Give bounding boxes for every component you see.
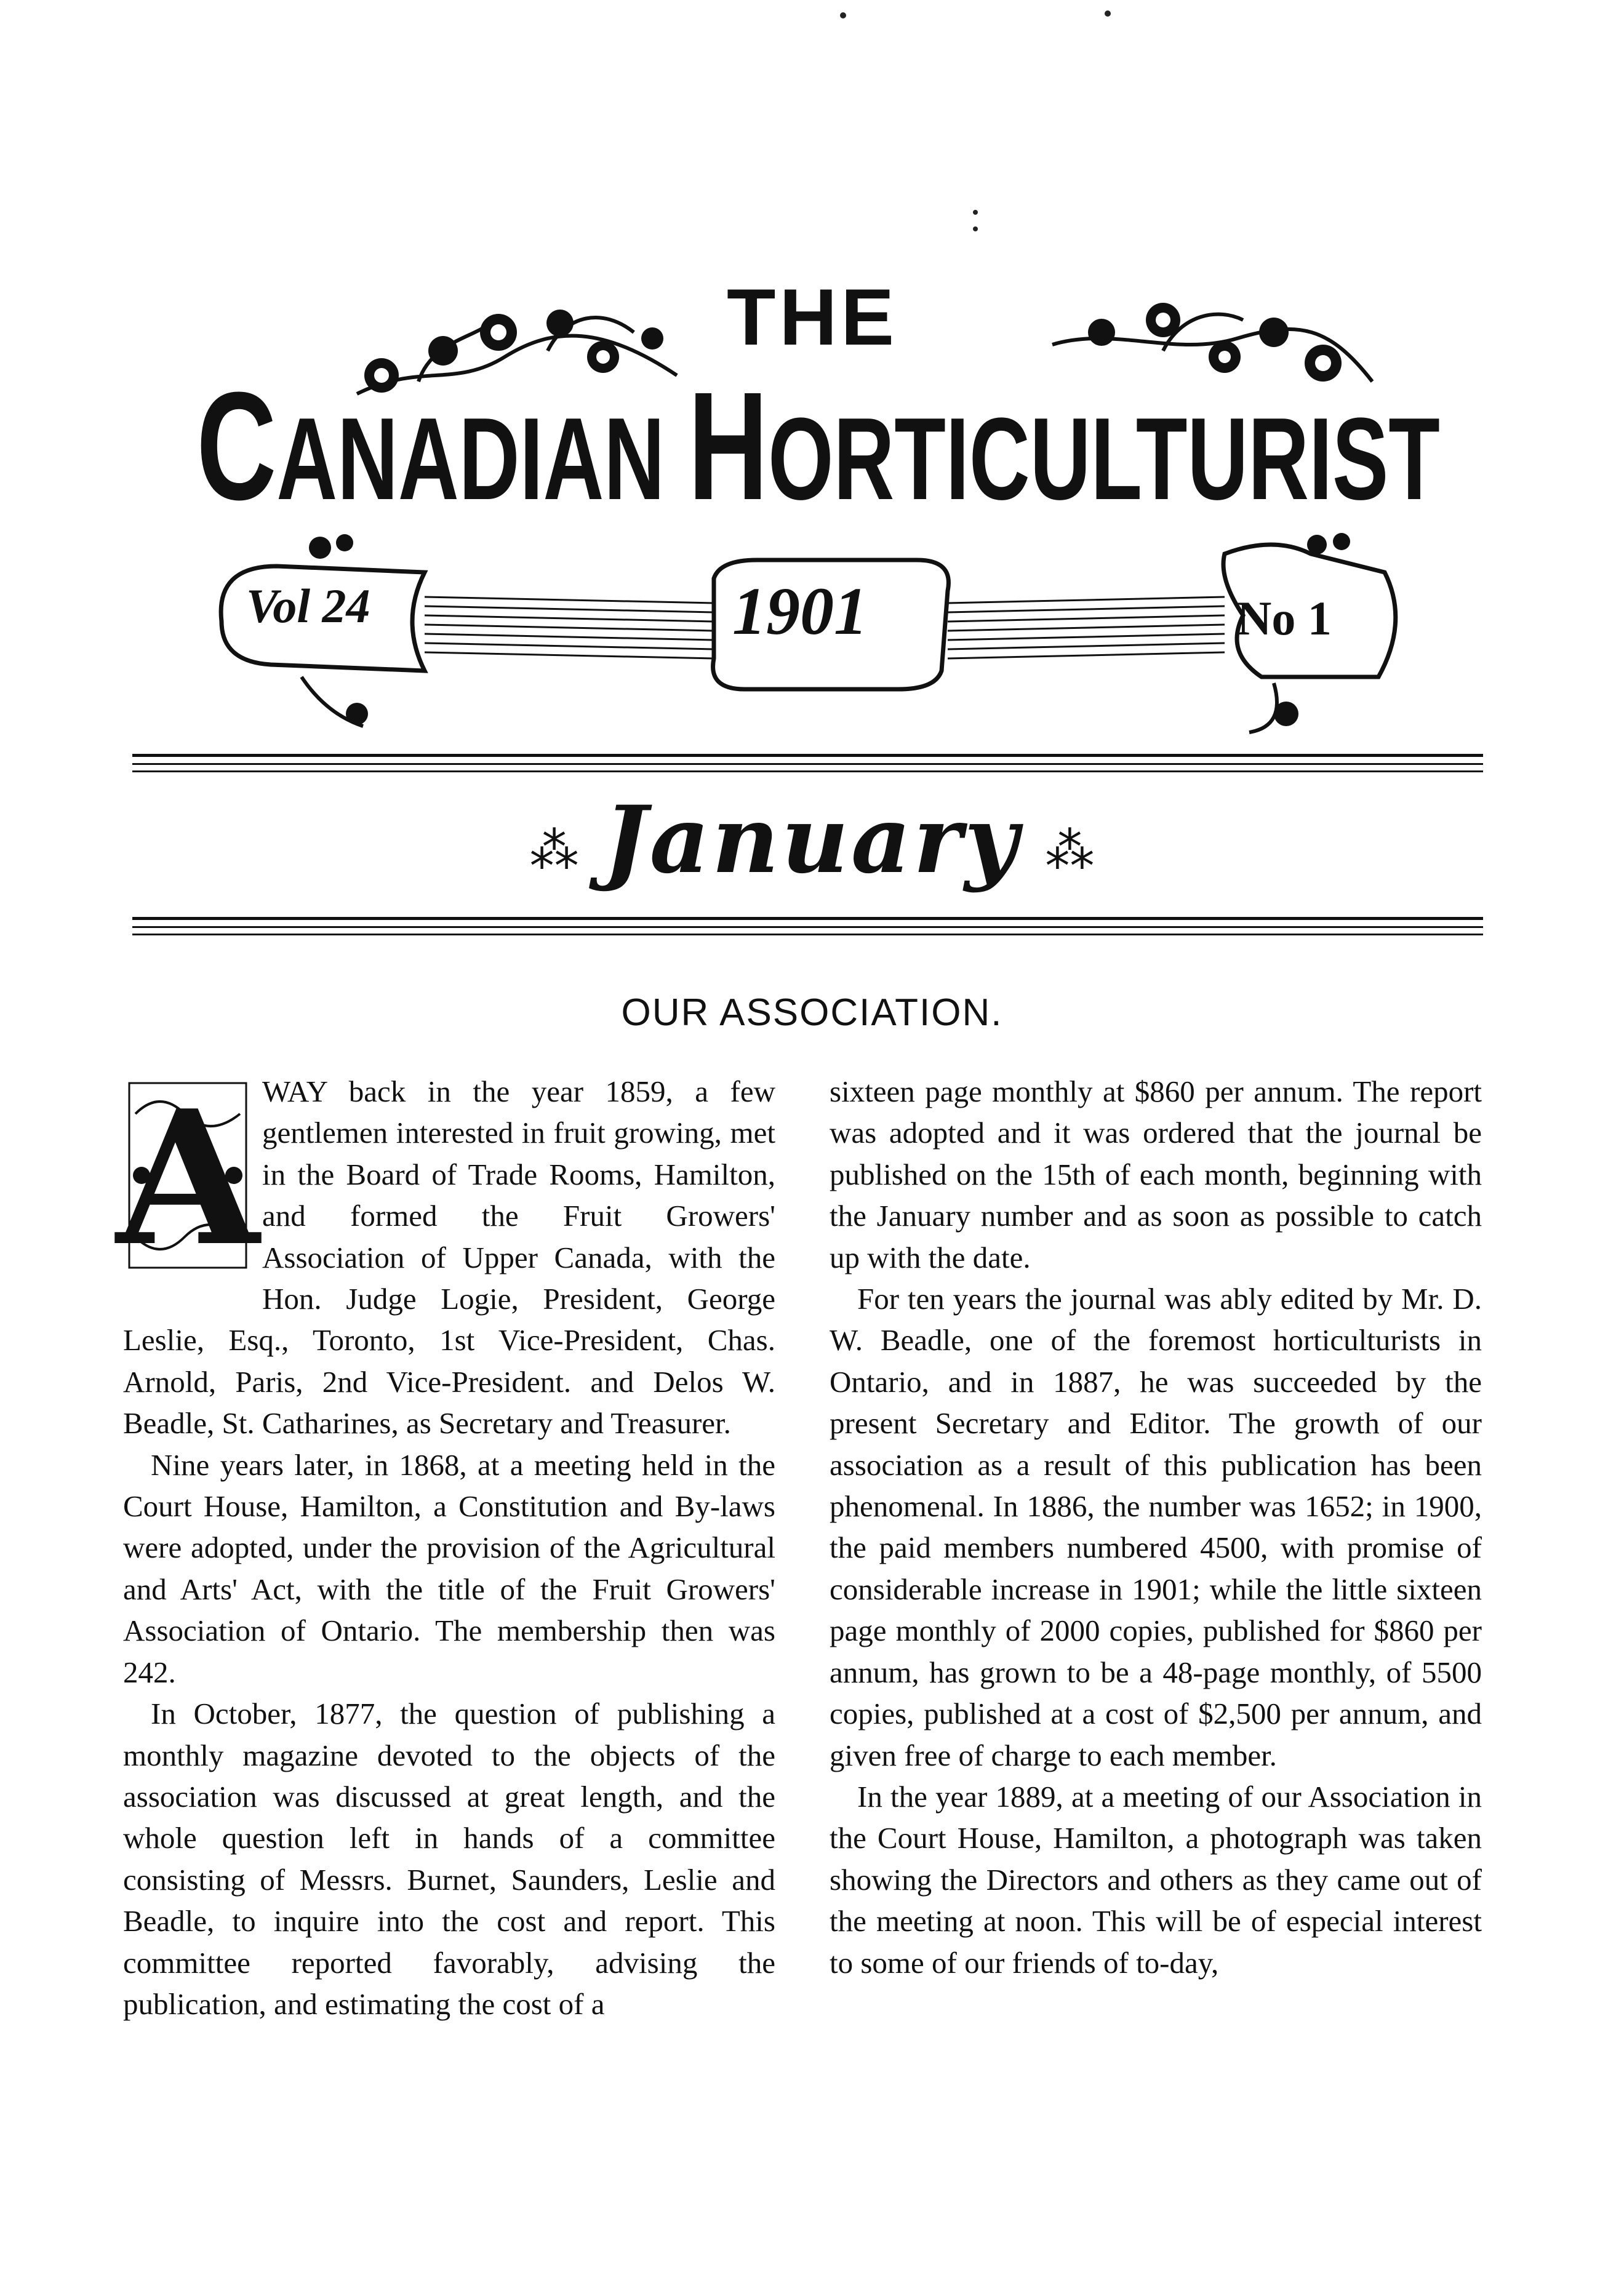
paragraph: Nine years later, in 1868, at a meeting held in the Court House, Hamilton, a Constitution and By-laws were adopted, under the provision of the Agricultural and Arts' Act, with the title of the Fruit Growers' Association of Ontario. The membership then was 242. <box>123 1447 775 1689</box>
masthead-title <box>185 360 1452 532</box>
rule-top-2 <box>132 763 1483 765</box>
paragraph: For ten years the journal was ably edited by Mr. D. W. Beadle, one of the foremost horticulturists in Ontario, and in 1887, he was succeeded by the present Secretary and Editor. The growth of our association as a result of this publication has been phenomenal. In 1886, the number was 1652; in 1900, the paid members numbered 4500, with promise of considerable increase in 1901; while the little sixteen page monthly of 2000 copies, published for $860 per annum, has grown to be a 48-page monthly, of 5500 copies, published at a cost of $2,500 per annum, and given free of charge to each member. <box>830 1282 1482 1772</box>
month-banner <box>0 786 1624 894</box>
article-column-left <box>116 1070 775 2025</box>
paragraph: In the year 1889, at a meeting of our Association in the Court House, Hamilton, a photograph was taken showing the Directors and others as they came out of the meeting at noon. This will be of especial interest to some of our friends of to-day, <box>830 1779 1482 1980</box>
volume-label: Vol 24 <box>246 579 370 633</box>
rule-top-3 <box>132 770 1483 772</box>
rule-bottom-2 <box>132 926 1483 928</box>
article-title: OUR ASSOCIATION. <box>621 991 1003 1034</box>
rule-bottom-3 <box>132 934 1483 935</box>
paragraph: WAY back in the year 1859, a few gentlemen interested in fruit growing, met in the Board of Trade Rooms, Hamilton, and formed the Fruit Growers' Association of Upper Canada, with the Hon. Judge Logie, President, George Leslie, Esq., Toronto, 1st Vice-President, Chas. Arnold, Paris, 2nd Vice-President. and Delos W. Beadle, St. Catharines, as Secretary and Treasurer. <box>123 1074 775 1441</box>
title-part-canadian: ANADIAN <box>276 394 689 524</box>
article-column-right <box>830 1071 1482 1983</box>
drop-cap <box>116 1070 260 1287</box>
ornament-left: ⁂ <box>529 822 579 879</box>
title-part-horticulturist: ORTICULTURIST <box>768 394 1440 524</box>
drop-cap-letter: A <box>116 1070 260 1287</box>
ornament-right: ⁂ <box>1045 822 1095 879</box>
month-label: January <box>603 786 1021 894</box>
masthead-the: THE <box>727 272 898 362</box>
year-label: 1901 <box>732 574 868 649</box>
title-initial-c: C <box>196 360 277 532</box>
issue-number-label: No 1 <box>1237 591 1332 645</box>
paragraph: sixteen page monthly at $860 per annum. The report was adopted and it was ordered that the journal be published on the 15th of each month, beginning with the January number and as soon as possible to catch up with the date. <box>830 1074 1482 1274</box>
rule-top-1 <box>132 754 1483 757</box>
title-initial-h: H <box>688 360 769 532</box>
rule-bottom-1 <box>132 917 1483 920</box>
paragraph: In October, 1877, the question of publishing a monthly magazine devoted to the objects of the association was discussed at great length, and the whole question left in hands of a committee consisting of Messrs. Burnet, Saunders, Leslie and Beadle, to inquire into the cost and report. This committee reported favorably, advising the publication, and estimating the cost of a <box>123 1697 775 2021</box>
